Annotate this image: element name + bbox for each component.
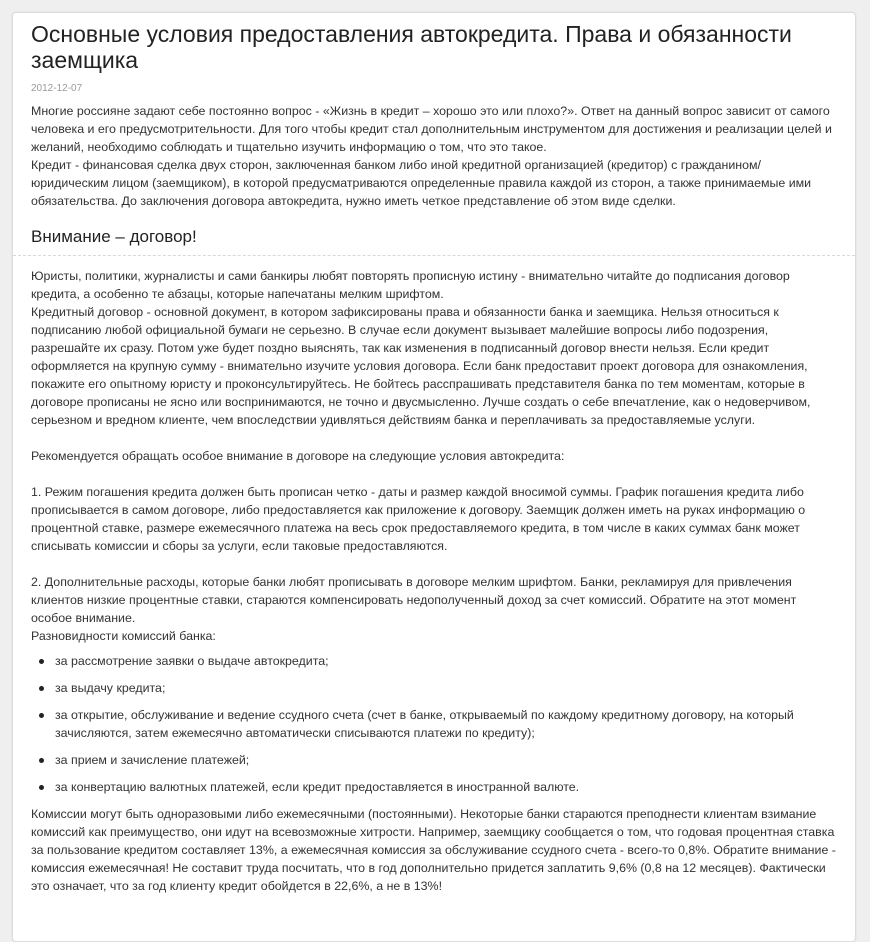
section-divider — [13, 255, 855, 256]
list-item: за рассмотрение заявки о выдаче автокредита; — [55, 652, 837, 670]
article-date: 2012-12-07 — [31, 83, 83, 94]
body-paragraph: Юристы, политики, журналисты и сами банкиры любят повторять прописную истину - внимательно читайте до подписания договор кредита, а особенно те абзацы, которые напечатаны мелким шрифтом. — [31, 269, 790, 301]
article-card — [12, 12, 856, 942]
commission-list — [31, 652, 837, 796]
list-item: за открытие, обслуживание и ведение ссудного счета (счет в банке, открываемый по каждому кредитному договору, на который зачисляются, затем ежемесячно автоматически списываются платежи по кредиту); — [55, 706, 837, 742]
body-paragraph: Разновидности комиссий банка: — [31, 629, 216, 643]
intro-paragraph: Многие россияне задают себе постоянно вопрос - «Жизнь в кредит – хорошо это или плохо?». Ответ на данный вопрос зависит от самого человека и его предусмотрительности. Для того чтобы кредит стал дополнительным инструментом для достижения и реализации целей и желаний, необходимо соблюдать и тщательно изучить информацию о том, что это такое. — [31, 104, 832, 154]
list-item: за выдачу кредита; — [55, 679, 837, 697]
list-item: за прием и зачисление платежей; — [55, 751, 837, 769]
intro-paragraph: Кредит - финансовая сделка двух сторон, заключенная банком либо иной кредитной организацией (кредитор) с гражданином/юридическим лицом (заемщиком), в которой предусматриваются определенные правила каждой из сторон, а также принимаемые ими обязательства. До заключения договора автокредита, нужно иметь четкое представление об этом виде сделки. — [31, 158, 812, 208]
spacer — [31, 555, 837, 573]
body-paragraph: Комиссии могут быть одноразовыми либо ежемесячными (постоянными). Некоторые банки стараются преподнести клиентам взимание комиссий как преимущество, они идут на всевозможные хитрости. Например, заемщику сообщается о том, что годовая процентная ставка за пользование кредитом составляет 13%, а ежемесячная комиссия за обслуживание ссудного счета - всего-то 0,8%. Обратите внимание - комиссия ежемесячная! Не составит труда посчитать, что в год дополнительно придется заплатить 9,6% (0,8 на 12 месяцев). Фактически это означает, что за год клиенту кредит обойдется в 22,6%, а не в 13%! — [31, 807, 836, 893]
body-paragraph: 2. Дополнительные расходы, которые банки любят прописывать в договоре мелким шрифтом. Банки, рекламируя для привлечения клиентов низкие процентные ставки, стараются компенсировать недополученный доход за счет комиссий. Обратите на этот момент особое внимание. — [31, 575, 797, 625]
list-item: за конвертацию валютных платежей, если кредит предоставляется в иностранной валюте. — [55, 778, 837, 796]
body-paragraph: 1. Режим погашения кредита должен быть прописан четко - даты и размер каждой вносимой суммы. График погашения кредита либо прописывается в самом договоре, либо предоставляется как приложение к договору. Заемщик должен иметь на руках информацию о процентной ставке, размере ежемесячного платежа на весь срок предоставляемого кредита, в том числе в каких суммах банк может списывать комиссии и сборы за услуги, если таковые предоставляются. — [31, 485, 806, 553]
spacer — [31, 465, 837, 483]
spacer — [31, 429, 837, 447]
body-paragraph: Кредитный договор - основной документ, в котором зафиксированы права и обязанности банка и заемщика. Нельзя относиться к подписанию любой официальной бумаги не серьезно. В случае если документ вызывает малейшие вопросы либо подозрения, разрешайте их сразу. Потом уже будет поздно выяснять, так как изменения в подписанный договор внести нельзя. Если кредит оформляется на крупную сумму - внимательно изучите условия договора. Если банк предоставит проект договора для ознакомления, покажите его опытному юристу и проконсультируйтесь. Не бойтесь расспрашивать представителя банка по тем моментам, которые в договоре прописаны не ясно или воспринимаются, не точно и двусмысленно. Лучше создать о себе впечатление, как о недоверчивом, серьезном и вредном клиенте, чем впоследствии удивляться действиям банка и переплачивать за предоставляемые услуги. — [31, 305, 811, 427]
body-paragraph: Рекомендуется обращать особое внимание в договоре на следующие условия автокредита: — [31, 449, 565, 463]
section-heading: Внимание – договор! — [31, 227, 197, 246]
article-title: Основные условия предоставления автокредита. Права и обязанности заемщика — [31, 21, 792, 73]
